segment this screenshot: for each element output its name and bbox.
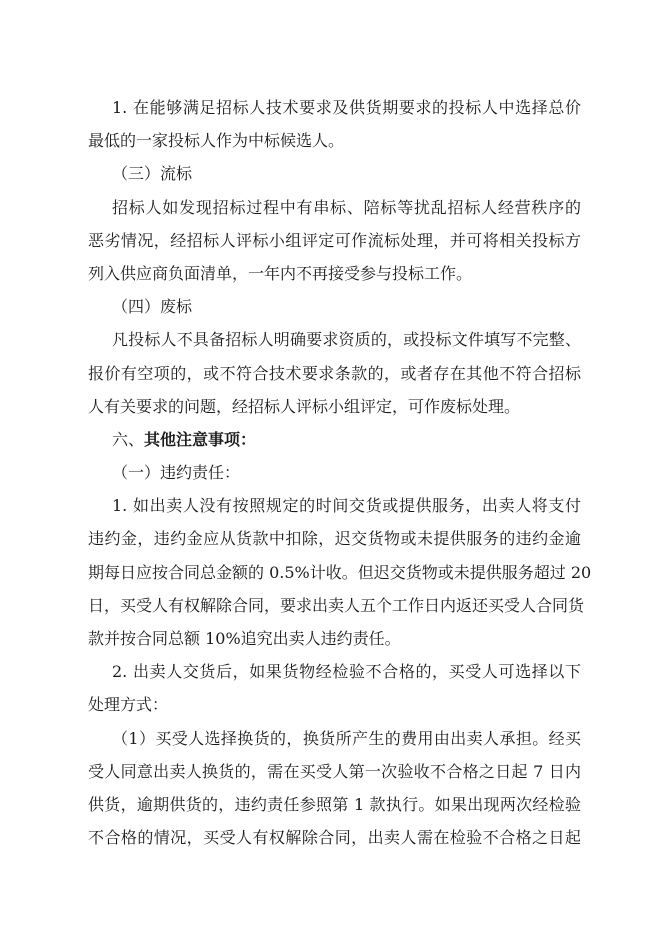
text-line: 1. 在能够满足招标人技术要求及供货期要求的投标人中选择总价: [112, 98, 581, 117]
text-line: 1. 如出卖人没有按照规定的时间交货或提供服务，出卖人将支付: [112, 496, 581, 516]
text-line: 处理方式：: [88, 695, 169, 715]
text-line: 受人同意出卖人换货的，需在买受人第一次验收不合格之日起 7 日内: [88, 761, 581, 781]
document-page: [88, 91, 592, 854]
paragraph-breach-2-1: [88, 722, 581, 855]
text-line: 人有关要求的问题，经招标人评标小组评定，可作废标处理。: [88, 396, 521, 416]
text-line: 招标人如发现招标过程中有串标、陪标等扰乱招标人经营秩序的: [112, 197, 581, 217]
text-line: （1）买受人选择换货的，换货所产生的费用由出卖人承担。经买: [112, 728, 581, 748]
text-line: 报价有空项的，或不符合技术要求条款的，或者存在其他不符合招标: [88, 363, 581, 383]
text-line: 凡投标人不具备招标人明确要求资质的，或投标文件填写不完整、: [112, 330, 581, 350]
text-line: 违约金，违约金应从货款中扣除，迟交货物或未提供服务的违约金逾: [88, 529, 581, 549]
heading-prefix: 六、: [112, 429, 145, 449]
paragraph-breach-1: [88, 489, 592, 655]
section-heading-invalid-bid: （四）废标: [112, 297, 193, 317]
heading-text: 其他注意事项：: [144, 429, 257, 449]
text-line: 最低的一家投标人作为中标候选人。: [88, 131, 345, 151]
text-line: 供货，逾期供货的，违约责任参照第 1 款执行。如果出现两次经检验: [88, 794, 581, 814]
section-heading-other-notes: [88, 423, 581, 456]
paragraph-breach-2: [88, 655, 581, 721]
section-heading-failed-bid: （三）流标: [112, 164, 193, 184]
text-line: 列入供应商负面清单，一年内不再接受参与投标工作。: [88, 263, 473, 283]
paragraph-invalid-bid: [88, 323, 581, 423]
paragraph-selection-rule: [88, 91, 581, 157]
paragraph-failed-bid: [88, 191, 581, 291]
text-line: 不合格的情况，买受人有权解除合同，出卖人需在检验不合格之日起: [88, 828, 581, 848]
text-line: 款并按合同总额 10%追究出卖人违约责任。: [88, 629, 401, 648]
text-line: 期每日应按合同总金额的 0.5%计收。但迟交货物或未提供服务超过 20: [88, 562, 592, 582]
text-line: 恶劣情况，经招标人评标小组评定可作流标处理，并可将相关投标方: [88, 230, 581, 250]
text-line: 2. 出卖人交货后，如果货物经检验不合格的，买受人可选择以下: [112, 662, 581, 682]
text-line: 日，买受人有权解除合同，要求出卖人五个工作日内返还买受人合同货: [88, 595, 585, 615]
section-heading-breach: （一）违约责任：: [112, 463, 241, 483]
